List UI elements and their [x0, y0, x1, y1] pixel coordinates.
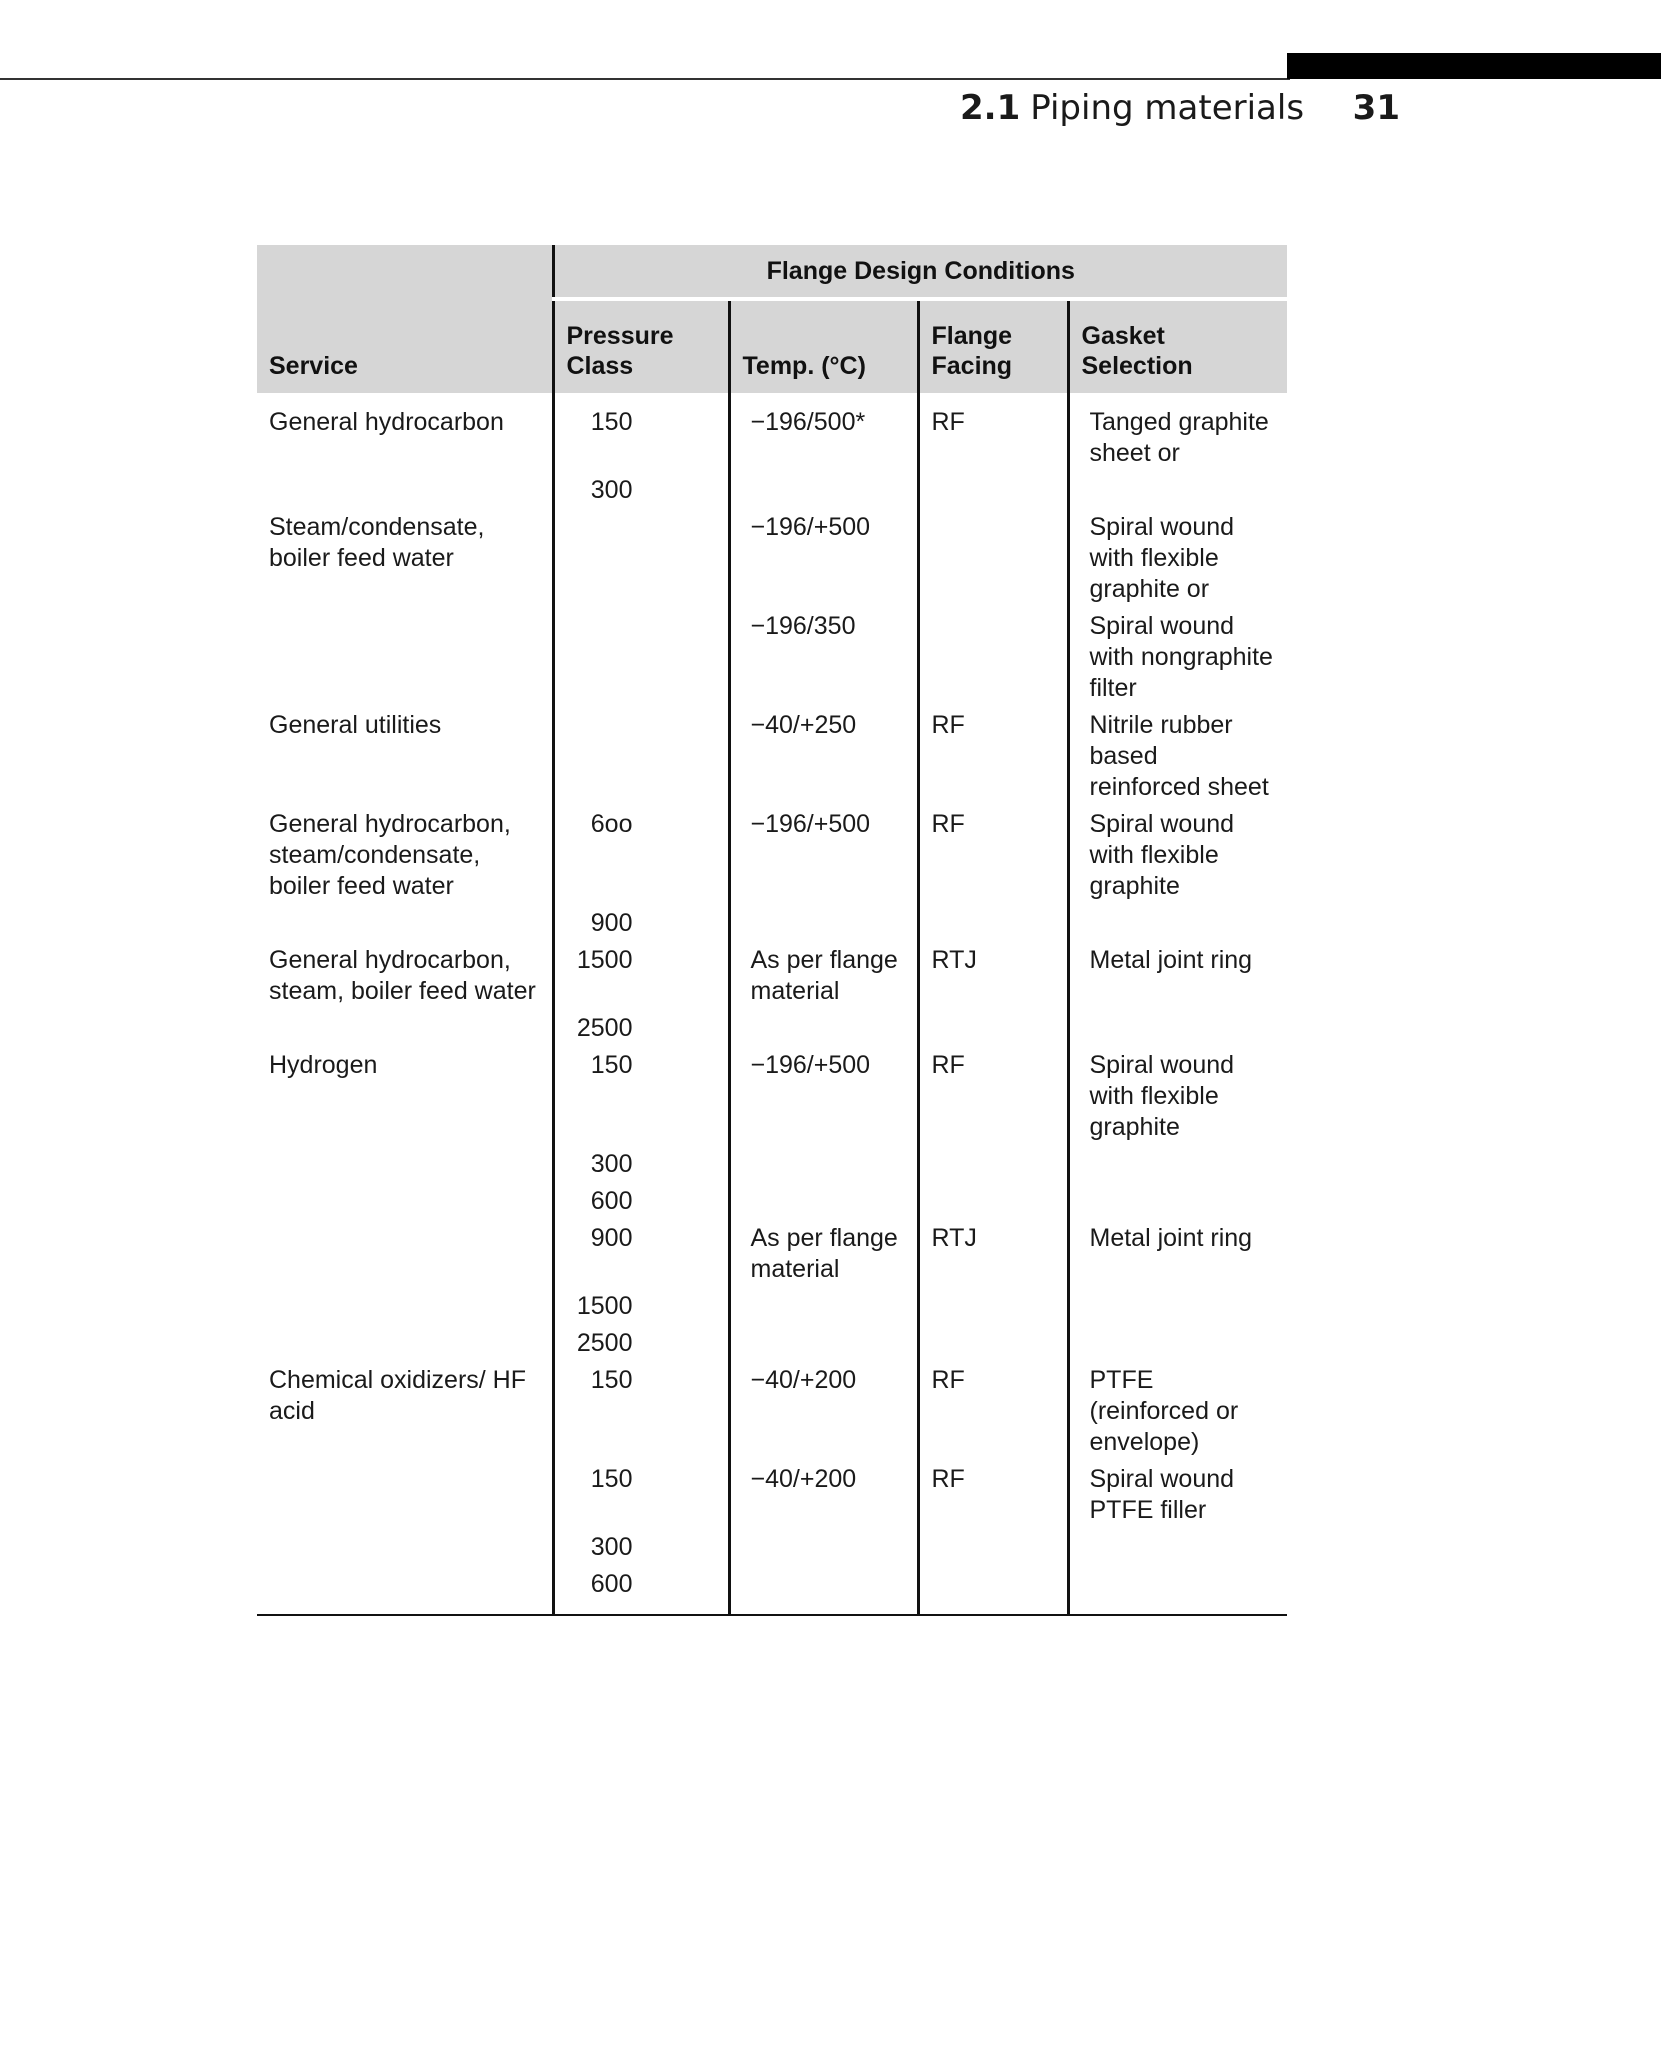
cell-service	[257, 605, 553, 704]
group-header-flange-design-conditions: Flange Design Conditions	[553, 245, 1287, 299]
table-row	[257, 605, 1287, 704]
cell-gasket-selection: Spiral wound with flexible graphite	[1068, 1044, 1287, 1143]
cell-gasket-selection	[1068, 1180, 1287, 1217]
cell-service	[257, 1143, 553, 1180]
cell-temp	[729, 902, 918, 939]
cell-temp	[729, 469, 918, 506]
table-row	[257, 1143, 1287, 1180]
cell-temp	[729, 1526, 918, 1563]
running-head	[960, 88, 1305, 128]
cell-gasket-selection: PTFE (reinforced or envelope)	[1068, 1359, 1287, 1458]
cell-service: Steam/condensate, boiler feed water	[269, 513, 485, 572]
cell-gasket-selection	[1068, 1285, 1287, 1322]
table-row	[257, 803, 1287, 902]
cell-pressure-class: 600	[553, 1180, 729, 1217]
column-header-pressure-class: Pressure Class	[553, 299, 729, 393]
cell-flange-facing	[918, 1180, 1068, 1217]
cell-gasket-selection: Metal joint ring	[1068, 1217, 1287, 1285]
cell-flange-facing	[918, 1322, 1068, 1359]
table-row	[257, 1526, 1287, 1563]
cell-gasket-selection: Tanged graphite sheet or	[1068, 393, 1287, 469]
cell-flange-facing	[918, 1563, 1068, 1614]
cell-gasket-selection	[1068, 1143, 1287, 1180]
cell-service	[257, 1285, 553, 1322]
cell-flange-facing: RF	[918, 393, 1068, 469]
cell-temp	[729, 1007, 918, 1044]
table-row	[257, 393, 1287, 469]
cell-pressure-class: 300	[553, 1526, 729, 1563]
cell-pressure-class: 300	[553, 1143, 729, 1180]
cell-gasket-selection	[1068, 902, 1287, 939]
cell-flange-facing: RF	[918, 1044, 1068, 1143]
cell-temp: −40/+200	[729, 1458, 918, 1526]
cell-temp: As per flange material	[729, 1217, 918, 1285]
cell-pressure-class: 300	[553, 469, 729, 506]
cell-flange-facing: RTJ	[918, 1217, 1068, 1285]
cell-service: General hydrocarbon, steam/condensate, boiler feed water	[269, 810, 511, 900]
column-header-temp: Temp. (°C)	[729, 299, 918, 393]
cell-service	[257, 469, 553, 506]
table-body	[257, 393, 1287, 1614]
cell-temp: −40/+250	[729, 704, 918, 803]
cell-temp	[729, 1563, 918, 1614]
cell-service	[257, 1526, 553, 1563]
table-bottom-rule	[257, 1614, 1287, 1616]
column-header-gasket-selection: Gasket Selection	[1068, 299, 1287, 393]
cell-flange-facing	[918, 1007, 1068, 1044]
cell-gasket-selection	[1068, 1322, 1287, 1359]
cell-service	[257, 902, 553, 939]
header-bar	[1287, 53, 1661, 79]
cell-flange-facing	[918, 902, 1068, 939]
table-row	[257, 506, 1287, 605]
cell-pressure-class: 900	[553, 1217, 729, 1285]
cell-temp	[729, 1285, 918, 1322]
cell-temp	[729, 1143, 918, 1180]
cell-temp: −196/+500	[729, 803, 918, 902]
cell-pressure-class: 2500	[553, 1322, 729, 1359]
cell-gasket-selection	[1068, 1007, 1287, 1044]
cell-temp	[729, 1180, 918, 1217]
table-row	[257, 902, 1287, 939]
table-row	[257, 1359, 1287, 1458]
table-group-header-row	[257, 245, 1287, 299]
cell-flange-facing	[918, 1143, 1068, 1180]
table-row	[257, 1044, 1287, 1143]
cell-flange-facing	[918, 605, 1068, 704]
table-row	[257, 1007, 1287, 1044]
cell-gasket-selection	[1068, 1526, 1287, 1563]
cell-temp: As per flange material	[729, 939, 918, 1007]
cell-pressure-class: 150	[553, 393, 729, 469]
header-rule	[0, 78, 1290, 80]
cell-temp: −196/+500	[729, 506, 918, 605]
cell-flange-facing: RF	[918, 1359, 1068, 1458]
cell-flange-facing	[918, 506, 1068, 605]
cell-temp: −196/350	[729, 605, 918, 704]
cell-service	[257, 1322, 553, 1359]
cell-service	[257, 1458, 553, 1526]
cell-pressure-class: 150	[553, 1458, 729, 1526]
cell-service	[257, 1563, 553, 1614]
cell-service: General hydrocarbon	[269, 408, 504, 436]
cell-pressure-class: 600	[553, 1563, 729, 1614]
table-row	[257, 1217, 1287, 1285]
cell-pressure-class: 150	[553, 1359, 729, 1458]
cell-gasket-selection: Spiral wound with nongraphite filter	[1068, 605, 1287, 704]
cell-gasket-selection: Metal joint ring	[1068, 939, 1287, 1007]
column-header-flange-facing: Flange Facing	[918, 299, 1068, 393]
flange-table-container	[257, 245, 1287, 1616]
cell-temp	[729, 1322, 918, 1359]
cell-flange-facing: RF	[918, 704, 1068, 803]
cell-pressure-class: 1500	[553, 1285, 729, 1322]
cell-pressure-class: 1500	[553, 939, 729, 1007]
cell-flange-facing	[918, 1285, 1068, 1322]
cell-gasket-selection: Nitrile rubber based reinforced sheet	[1068, 704, 1287, 803]
cell-gasket-selection: Spiral wound with flexible graphite or	[1068, 506, 1287, 605]
cell-service	[257, 1007, 553, 1044]
cell-flange-facing: RF	[918, 1458, 1068, 1526]
column-header-service: Service	[257, 245, 553, 393]
cell-pressure-class: 900	[553, 902, 729, 939]
cell-gasket-selection	[1068, 1563, 1287, 1614]
cell-temp: −196/+500	[729, 1044, 918, 1143]
section-title: Piping materials	[1030, 88, 1305, 128]
flange-design-table	[257, 245, 1287, 1614]
table-row	[257, 939, 1287, 1007]
cell-service	[257, 1180, 553, 1217]
cell-temp: −40/+200	[729, 1359, 918, 1458]
table-row	[257, 1322, 1287, 1359]
cell-service: Chemical oxidizers/ HF acid	[269, 1366, 527, 1425]
cell-pressure-class	[553, 704, 729, 803]
page-number: 31	[1352, 88, 1400, 128]
cell-pressure-class	[553, 506, 729, 605]
cell-flange-facing: RF	[918, 803, 1068, 902]
cell-flange-facing: RTJ	[918, 939, 1068, 1007]
cell-flange-facing	[918, 1526, 1068, 1563]
cell-gasket-selection	[1068, 469, 1287, 506]
cell-pressure-class: 150	[553, 1044, 729, 1143]
cell-temp: −196/500*	[729, 393, 918, 469]
section-number: 2.1	[960, 88, 1021, 128]
table-row	[257, 1563, 1287, 1614]
table-row	[257, 469, 1287, 506]
cell-pressure-class	[553, 605, 729, 704]
cell-service	[257, 1217, 553, 1285]
cell-pressure-class: 6oo	[553, 803, 729, 902]
table-row	[257, 704, 1287, 803]
table-row	[257, 1180, 1287, 1217]
cell-flange-facing	[918, 469, 1068, 506]
table-row	[257, 1458, 1287, 1526]
cell-gasket-selection: Spiral wound PTFE filler	[1068, 1458, 1287, 1526]
cell-service: Hydrogen	[269, 1051, 378, 1079]
cell-gasket-selection: Spiral wound with flexible graphite	[1068, 803, 1287, 902]
cell-service: General hydrocarbon, steam, boiler feed water	[269, 946, 536, 1005]
table-row	[257, 1285, 1287, 1322]
cell-service: General utilities	[269, 711, 442, 739]
cell-pressure-class: 2500	[553, 1007, 729, 1044]
